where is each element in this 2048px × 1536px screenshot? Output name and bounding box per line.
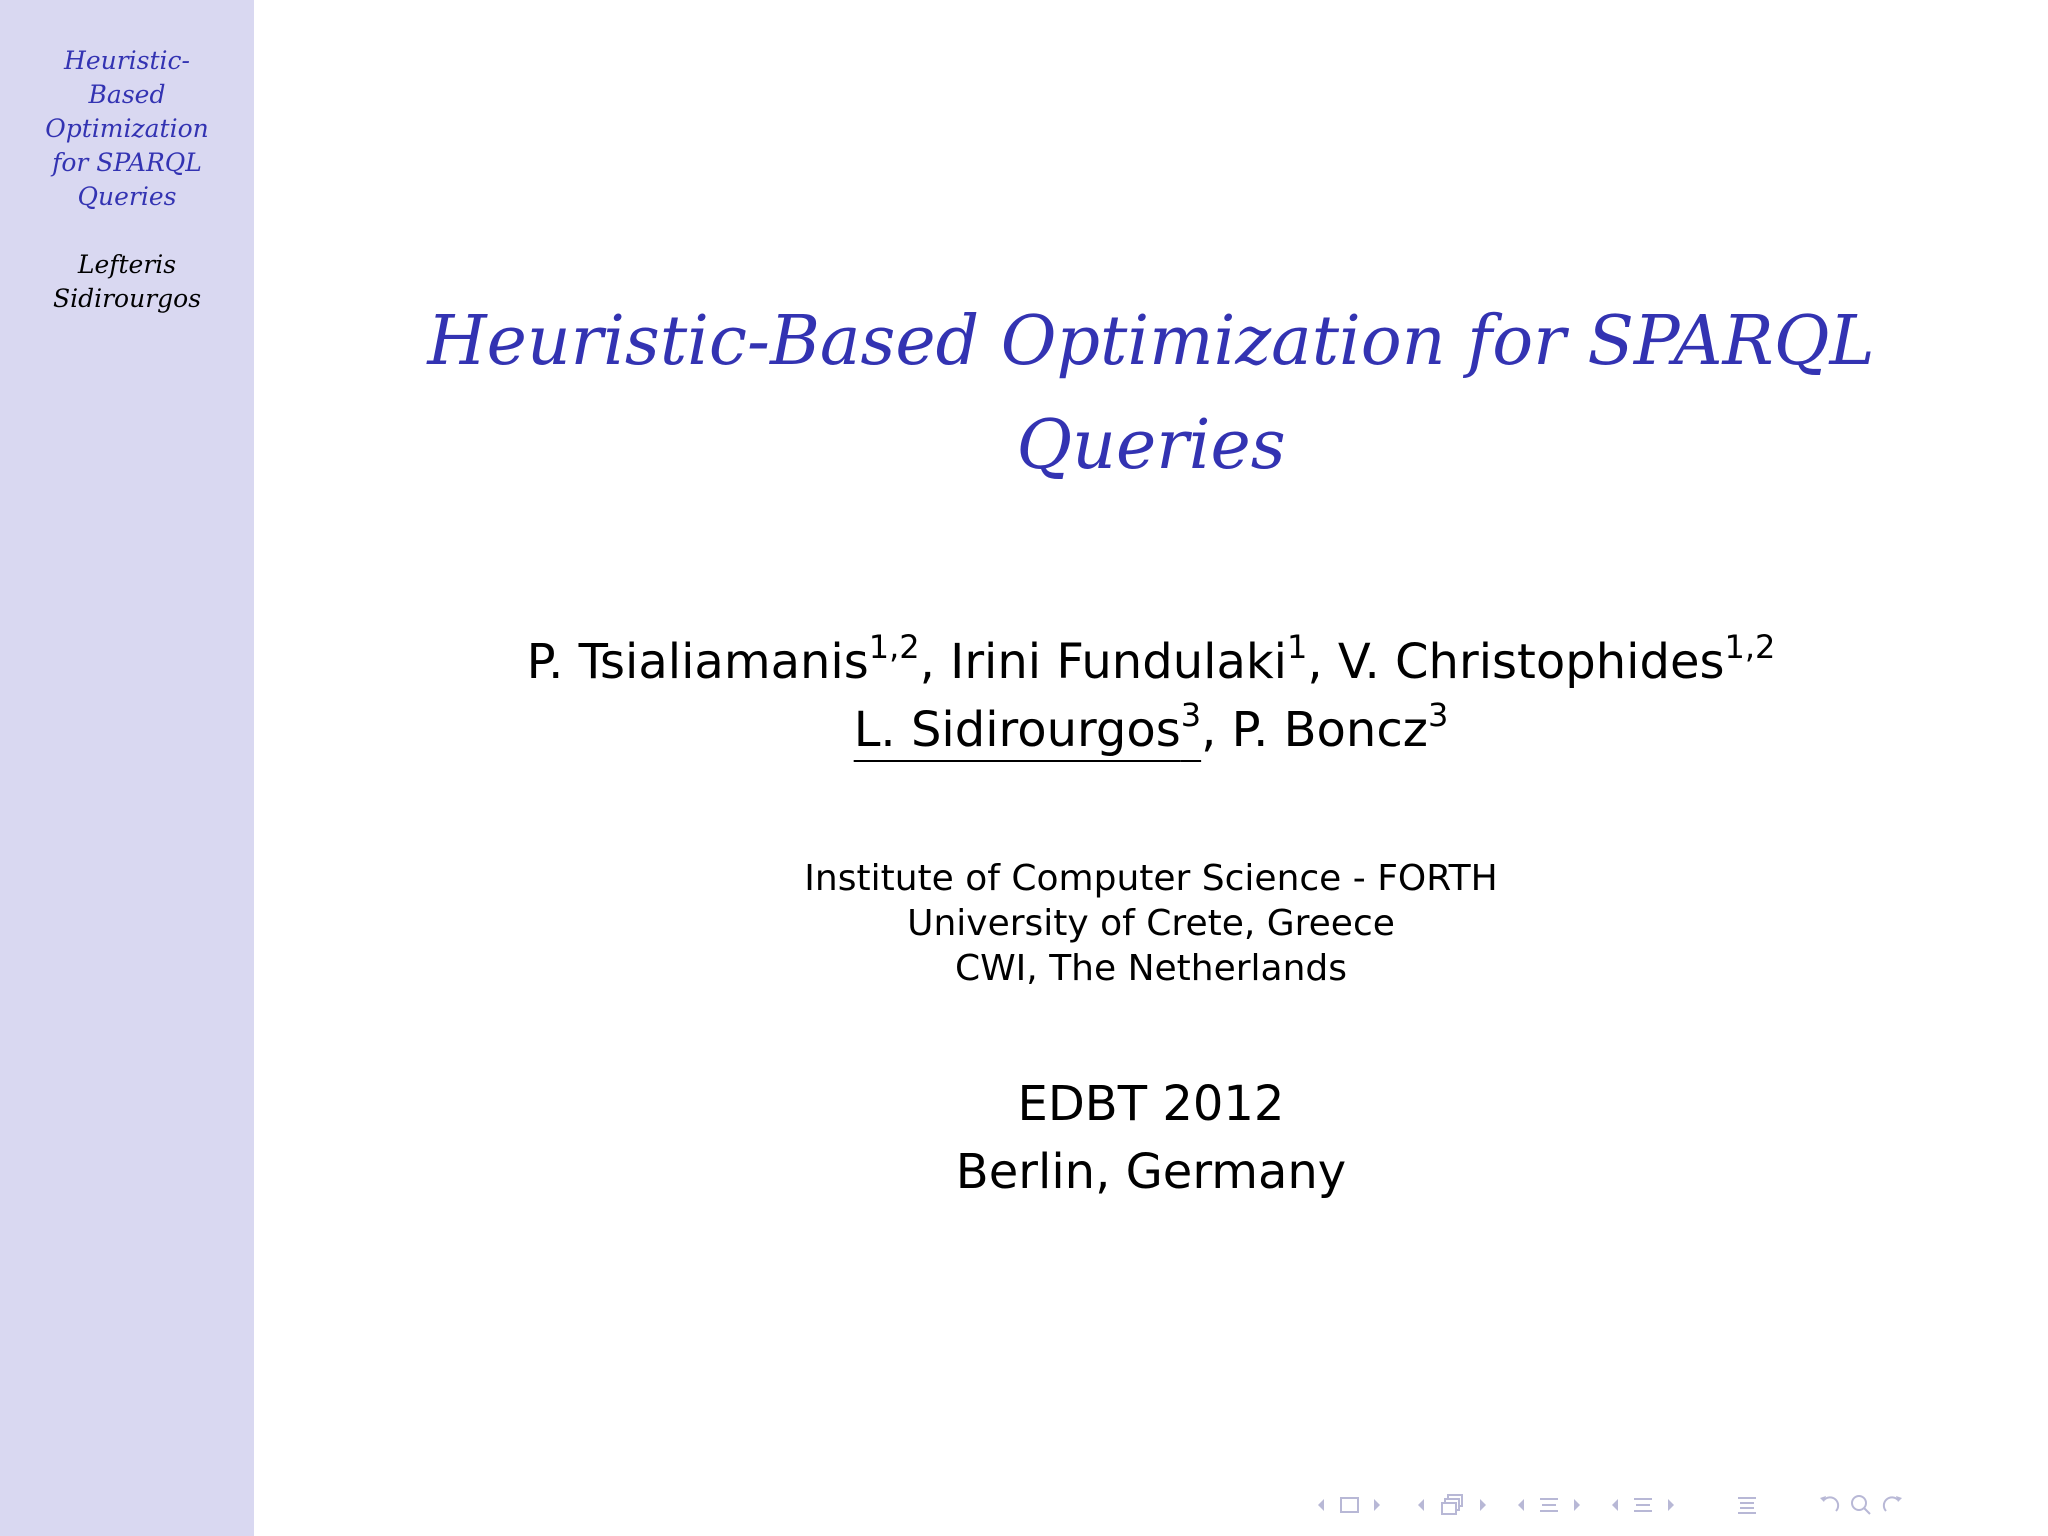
author-name: Irini Fundulaki: [950, 634, 1287, 690]
event-location: Berlin, Germany: [955, 1144, 1347, 1200]
sidebar-author-line: Lefteris: [77, 250, 177, 279]
subsection-prev-icon[interactable]: [1410, 1490, 1432, 1520]
section-next-icon[interactable]: [1566, 1490, 1588, 1520]
title-line-2: Queries: [1016, 406, 1286, 485]
author-line-1: [254, 628, 2048, 696]
affiliation: CWI, The Netherlands: [954, 948, 1348, 989]
author-line-2: [254, 696, 2048, 764]
author-separator: ,: [1201, 702, 1232, 758]
sidebar-author-line: Sidirourgos: [52, 284, 202, 313]
author-name: L. Sidirourgos: [853, 702, 1181, 758]
sidebar-title-line: Optimization: [45, 114, 209, 143]
beamer-navigation-bar: [1310, 1490, 1910, 1520]
author-affiliation-mark: 1: [1287, 628, 1308, 666]
section-icon[interactable]: [1532, 1490, 1566, 1520]
sidebar-title[interactable]: [0, 44, 254, 214]
author-list: [254, 628, 2048, 764]
author-separator: ,: [919, 634, 951, 690]
frame-next-icon[interactable]: [1366, 1490, 1388, 1520]
event-info: [254, 1070, 2048, 1206]
frame-icon[interactable]: [1332, 1490, 1366, 1520]
subsection-icon[interactable]: [1432, 1490, 1472, 1520]
title-line-1: Heuristic-Based Optimization for SPARQL: [427, 302, 1875, 381]
subsection-alt-next-icon[interactable]: [1660, 1490, 1682, 1520]
affiliations: [254, 856, 2048, 991]
sidebar-title-line: Based: [88, 80, 166, 109]
sidebar-title-line: for SPARQL: [52, 148, 202, 177]
sidebar: [0, 0, 254, 1536]
author-separator: ,: [1307, 634, 1338, 690]
author-affiliation-mark: 3: [1180, 696, 1202, 734]
sidebar-title-line: Queries: [77, 182, 177, 211]
author-name: V. Christophides: [1337, 634, 1725, 690]
frame-prev-icon[interactable]: [1310, 1490, 1332, 1520]
author-name: P. Boncz: [1231, 702, 1428, 758]
event-name: EDBT 2012: [1017, 1076, 1285, 1132]
section-prev-icon[interactable]: [1510, 1490, 1532, 1520]
subsection-alt-prev-icon[interactable]: [1604, 1490, 1626, 1520]
author-affiliation-mark: 3: [1427, 696, 1449, 734]
subsection-alt-icon[interactable]: [1626, 1490, 1660, 1520]
sidebar-author[interactable]: [0, 248, 254, 316]
author-name: P. Tsialiamanis: [526, 634, 869, 690]
back-icon[interactable]: [1812, 1490, 1846, 1520]
subsection-next-icon[interactable]: [1472, 1490, 1494, 1520]
search-icon[interactable]: [1846, 1490, 1876, 1520]
affiliation: Institute of Computer Science - FORTH: [804, 858, 1498, 899]
slide-title: [254, 290, 2048, 498]
author-affiliation-mark: 1,2: [1724, 628, 1776, 666]
align-icon[interactable]: [1730, 1490, 1764, 1520]
presenting-author: [853, 696, 1202, 758]
author-affiliation-mark: 1,2: [868, 628, 920, 666]
sidebar-title-line: Heuristic-: [64, 46, 190, 75]
affiliation: University of Crete, Greece: [907, 903, 1395, 944]
forward-icon[interactable]: [1876, 1490, 1910, 1520]
